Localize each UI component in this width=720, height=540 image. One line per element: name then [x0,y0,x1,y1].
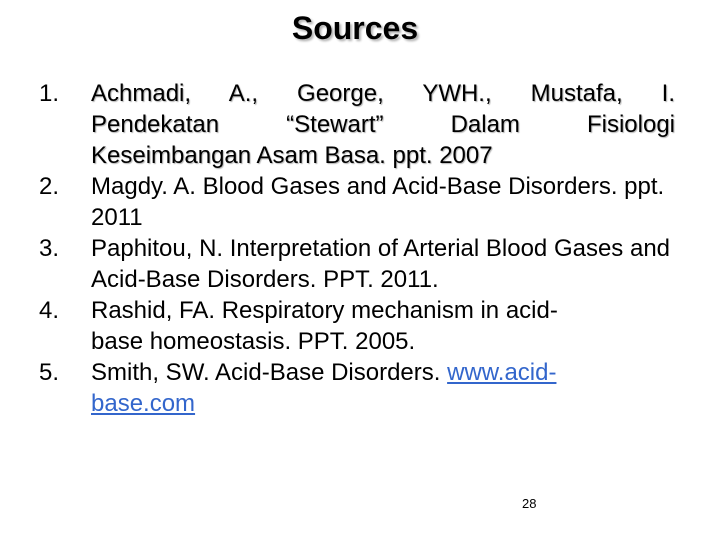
reference-item-1 [30,78,675,171]
reference-text: Smith, SW. Acid-Base Disorders. [91,359,448,386]
reference-text: Magdy. A. Blood Gases and Acid-Base Disorders. ppt. 2011 [91,173,665,231]
reference-link-line: www.acid- [447,359,557,386]
reference-item-2 [30,171,675,233]
reference-item-5 [30,357,675,419]
reference-link-line: base.com [91,390,196,417]
reference-line: Pendekatan “Stewart” Dalam Fisiologi [91,111,675,138]
reference-number: 1. [39,80,60,107]
page-number: 28 [522,496,537,511]
reference-text [91,297,558,355]
reference-item-3 [30,233,675,295]
reference-line: Rashid, FA. Respiratory mechanism in acid- [91,297,558,324]
slide-title: Sources [291,10,419,46]
reference-text: Paphitou, N. Interpretation of Arterial Blood Gases and Acid-Base Disorders. PPT. 2011. [91,235,671,293]
references-list [30,78,675,419]
reference-item-4 [30,295,675,357]
reference-line: Keseimbangan Asam Basa. ppt. 2007 [91,142,493,169]
reference-line: base homeostasis. PPT. 2005. [91,328,416,355]
reference-number: 3. [39,235,60,262]
reference-number: 4. [39,297,60,324]
reference-text [91,78,675,171]
reference-number: 5. [39,359,60,386]
reference-number: 2. [39,173,60,200]
reference-line: Achmadi, A., George, YWH., Mustafa, I. [91,80,675,107]
